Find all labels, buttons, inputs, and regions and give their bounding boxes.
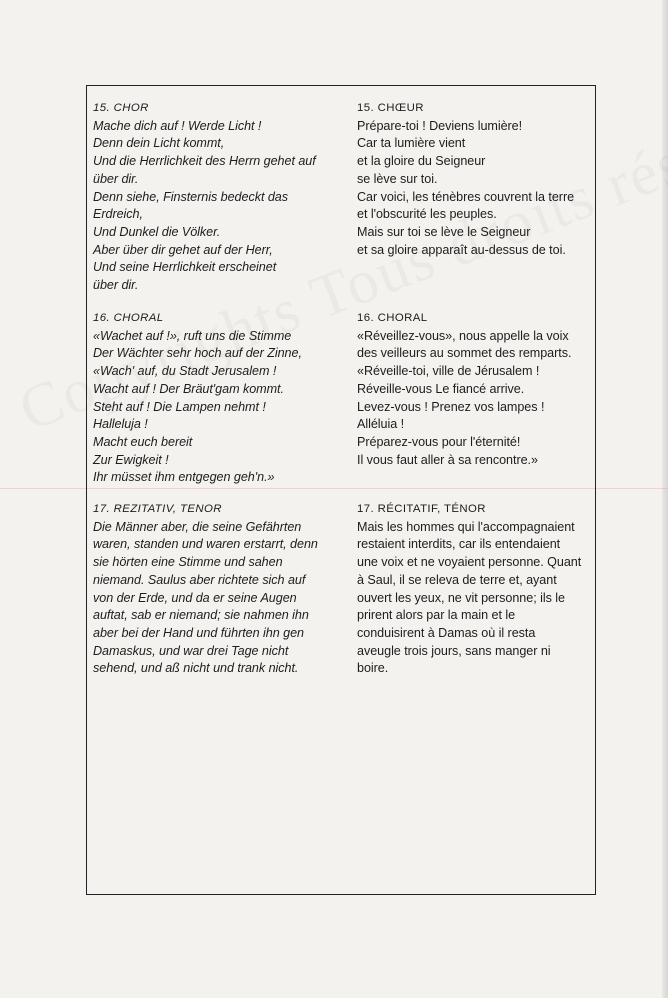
text-line: Mais sur toi se lève le Seigneur — [357, 224, 531, 239]
text-line: et sa gloire apparaît au-dessus de toi. — [357, 242, 566, 257]
text-line: «Wach' auf, du Stadt Jerusalem ! — [93, 364, 277, 379]
text-line: sie hörten eine Stimme und sahen — [93, 555, 283, 570]
text-line: Réveille-vous Le fiancé arrive. — [357, 381, 525, 396]
text-line: Mais les hommes qui l'accompagnaient — [357, 519, 575, 534]
text-line: à Saul, il se releva de terre et, ayant — [357, 572, 557, 587]
text-line: boire. — [357, 661, 389, 676]
text-line: et l'obscurité les peuples. — [357, 207, 497, 222]
text-line: Steht auf ! Die Lampen nehmt ! — [93, 399, 266, 414]
section-heading: 16. CHORAL — [357, 312, 428, 324]
text-line: Levez-vous ! Prenez vos lampes ! — [357, 399, 545, 414]
text-line: niemand. Saulus aber richtete sich auf — [93, 572, 306, 587]
text-line: Préparez-vous pour l'éternité! — [357, 434, 521, 449]
french-section-17 — [357, 501, 609, 678]
text-line: Aber über dir gehet auf der Herr, — [93, 242, 273, 257]
text-line: sehend, und aß nicht und trank nicht. — [93, 661, 299, 676]
text-line: Macht euch bereit — [93, 434, 193, 449]
text-line: über dir. — [93, 278, 139, 293]
text-line: Damaskus, und war drei Tage nicht — [93, 643, 289, 658]
french-section-15 — [357, 100, 609, 259]
text-line: Der Wächter sehr hoch auf der Zinne, — [93, 346, 302, 361]
text-line: aber bei der Hand und führten ihn gen — [93, 625, 305, 640]
section-heading: 15. CHŒUR — [357, 102, 424, 114]
section-heading: 16. CHORAL — [93, 312, 164, 324]
german-section-17 — [93, 501, 345, 678]
text-line: waren, standen und waren erstarrt, denn — [93, 537, 318, 552]
text-line: Wacht auf ! Der Bräut'gam kommt. — [93, 381, 284, 396]
text-line: conduisirent à Damas où il resta — [357, 625, 536, 640]
text-line: über dir. — [93, 171, 139, 186]
text-line: Und die Herrlichkeit des Herrn gehet auf — [93, 154, 316, 169]
text-line: Car ta lumière vient — [357, 136, 466, 151]
french-section-16 — [357, 310, 609, 469]
text-line: Car voici, les ténèbres couvrent la terre — [357, 189, 575, 204]
text-line: prirent alors par la main et le — [357, 608, 516, 623]
text-line: Il vous faut aller à sa rencontre.» — [357, 452, 538, 467]
text-line: restaient interdits, car ils entendaient — [357, 537, 561, 552]
text-line: aveugle trois jours, sans manger ni — [357, 643, 551, 658]
text-line: Und Dunkel die Völker. — [93, 224, 221, 239]
text-line: et la gloire du Seigneur — [357, 154, 486, 169]
section-heading: 17. REZITATIV, TENOR — [93, 503, 222, 515]
text-line: Ihr müsset ihm entgegen geh'n.» — [93, 470, 275, 485]
text-line: «Réveille-toi, ville de Jérusalem ! — [357, 364, 540, 379]
text-line: auftat, sab er niemand; sie nahmen ihn — [93, 608, 309, 623]
text-line: Die Männer aber, die seine Gefährten — [93, 519, 302, 534]
text-line: une voix et ne voyaient personne. Quant — [357, 555, 582, 570]
text-line: se lève sur toi. — [357, 171, 438, 186]
text-line: Und seine Herrlichkeit erscheinet — [93, 260, 277, 275]
text-line: Denn dein Licht kommt, — [93, 136, 225, 151]
text-line: Mache dich auf ! Werde Licht ! — [93, 118, 262, 133]
text-line: «Wachet auf !», ruft uns die Stimme — [93, 328, 292, 343]
text-line: Denn siehe, Finsternis bedeckt das — [93, 189, 289, 204]
text-line: Zur Ewigkeit ! — [93, 452, 169, 467]
section-heading: 15. CHOR — [93, 102, 149, 114]
text-line: des veilleurs au sommet des remparts. — [357, 346, 572, 361]
german-section-16 — [93, 310, 345, 487]
german-section-15 — [93, 100, 345, 295]
text-line: Prépare-toi ! Deviens lumière! — [357, 118, 523, 133]
text-line: von der Erde, und da er seine Augen — [93, 590, 297, 605]
section-heading: 17. RÉCITATIF, TÉNOR — [357, 503, 486, 515]
text-line: Alléluia ! — [357, 417, 405, 432]
text-line: «Réveillez-vous», nous appelle la voix — [357, 328, 569, 343]
text-line: Erdreich, — [93, 207, 143, 222]
text-line: ouvert les yeux, ne vit personne; ils le — [357, 590, 566, 605]
text-line: Halleluja ! — [93, 417, 148, 432]
